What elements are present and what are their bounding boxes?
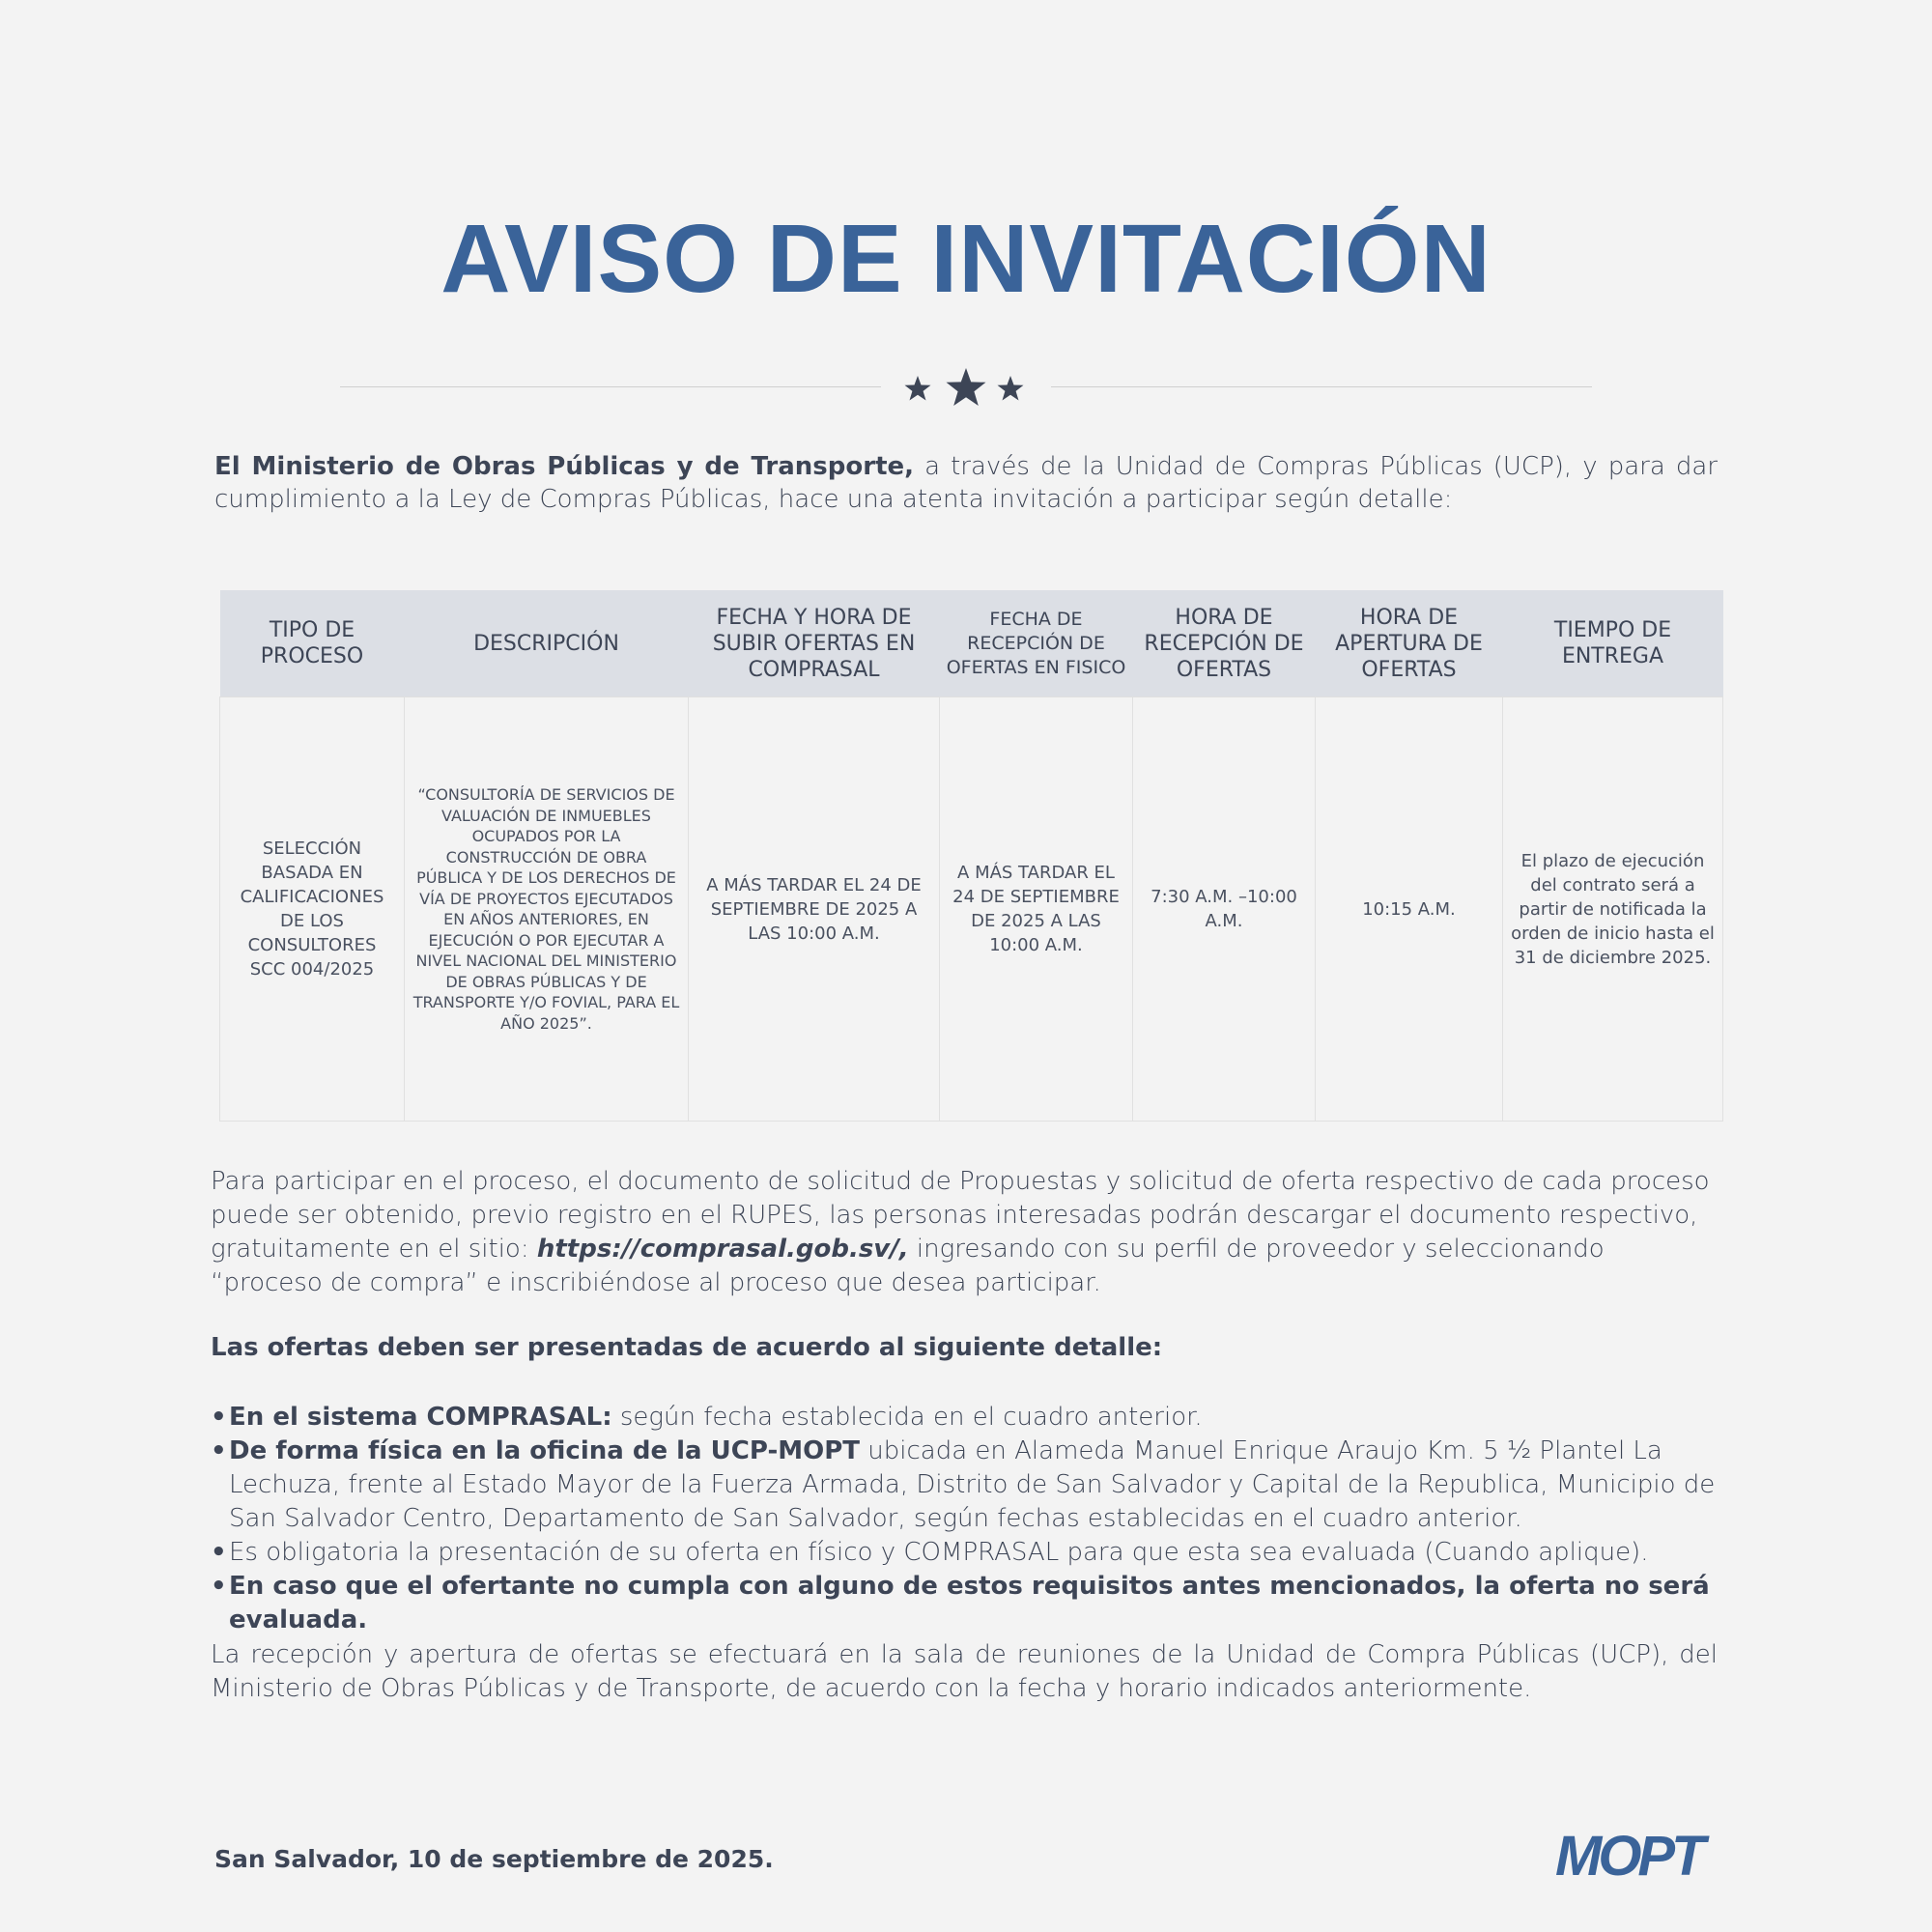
requirements-heading: Las ofertas deben ser presentadas de acuerdo al siguiente detalle: (211, 1333, 1163, 1362)
participate-text-1: Para participar en el proceso, el documento de solicitud de Propuestas y solicitud de oferta respectivo de cada proceso puede ser obtenido, previo registro en el RUPES, las personas interesadas podrán descargar el documento respectivo, gratuitamente en el sitio: (211, 1167, 1710, 1264)
stars-icon (898, 365, 1034, 413)
cell-fecha-comprasal: A MÁS TARDAR EL 24 DE SEPTIEMBRE DE 2025 A LAS 10:00 A.M. (689, 697, 940, 1122)
intro-paragraph (214, 450, 1718, 516)
mopt-logo: MOPT (1555, 1825, 1702, 1888)
req-1-bold: En el sistema COMPRASAL: (229, 1403, 612, 1432)
cell-fecha-fisico: A MÁS TARDAR EL 24 DE SEPTIEMBRE DE 2025 A LAS 10:00 A.M. (940, 697, 1133, 1122)
ministry-name: El Ministerio de Obras Públicas y de Transporte, (214, 452, 915, 481)
req-2-bold: De forma física en la oficina de la UCP-MOPT (229, 1436, 860, 1465)
participate-paragraph (211, 1165, 1718, 1300)
header-hora-apertura: HORA DE APERTURA DE OFERTAS (1316, 590, 1503, 697)
list-item (211, 1570, 1727, 1637)
divider-left (340, 386, 881, 387)
req-4-text: En caso que el ofertante no cumpla con alguno de estos requisitos antes mencionados, la oferta no será evaluada. (229, 1572, 1710, 1634)
cell-tipo-proceso: SELECCIÓN BASADA EN CALIFICACIONES DE LOS CONSULTORES SCC 004/2025 (220, 697, 405, 1122)
intro-text: a través de la Unidad de Compras Públicas (UCP), y para dar cumplimiento a la Ley de Compras Públicas, hace una atenta invitación a participar según detalle: (214, 452, 1718, 514)
header-descripcion: DESCRIPCIÓN (405, 590, 689, 697)
req-2-text: ubicada en Alameda Manuel Enrique Araujo Km. 5 ½ Plantel La Lechuza, frente al Estado Mayor de la Fuerza Armada, Distrito de San Salvador y Capital de la Republica, Municipio de San Salvador Centro, Departamento de San Salvador, según fechas establecidas en el cuadro anterior. (229, 1436, 1716, 1533)
header-fecha-fisico: FECHA DE RECEPCIÓN DE OFERTAS EN FISICO (940, 590, 1133, 697)
list-item (211, 1536, 1727, 1570)
participate-text-2: ingresando con su perfil de proveedor y seleccionando “proceso de compra” e inscribiéndose al proceso que desea participar. (211, 1235, 1605, 1297)
cell-hora-apertura: 10:15 A.M. (1316, 697, 1503, 1122)
requirements-list (211, 1401, 1727, 1637)
closing-paragraph: La recepción y apertura de ofertas se efectuará en la sala de reuniones de la Unidad de Compra Públicas (UCP), del Ministerio de Obras Públicas y de Transporte, de acuerdo con la fecha y horario indicados anteriormente. (211, 1640, 1718, 1703)
page-title: AVISO DE INVITACIÓN (440, 205, 1492, 313)
header-tipo-proceso: TIPO DE PROCESO (220, 590, 405, 697)
divider-right (1051, 386, 1592, 387)
req-1-text: según fecha establecida en el cuadro anterior. (611, 1403, 1203, 1432)
table-header-row (220, 590, 1723, 697)
footer-date: San Salvador, 10 de septiembre de 2025. (214, 1845, 774, 1873)
comprasal-link[interactable]: https://comprasal.gob.sv/, (536, 1235, 909, 1264)
req-3-text: Es obligatoria la presentación de su oferta en físico y COMPRASAL para que esta sea evaluada (Cuando aplique). (229, 1538, 1649, 1567)
header-hora-recepcion: HORA DE RECEPCIÓN DE OFERTAS (1133, 590, 1316, 697)
cell-tiempo-entrega: El plazo de ejecución del contrato será a partir de notificada la orden de inicio hasta el 31 de diciembre 2025. (1503, 697, 1723, 1122)
list-item (211, 1401, 1727, 1435)
process-table (219, 590, 1723, 1122)
header-fecha-comprasal: FECHA Y HORA DE SUBIR OFERTAS EN COMPRASAL (689, 590, 940, 697)
header-tiempo-entrega: TIEMPO DE ENTREGA (1503, 590, 1723, 697)
table-row (220, 697, 1723, 1122)
list-item (211, 1435, 1727, 1536)
cell-descripcion: “CONSULTORÍA DE SERVICIOS DE VALUACIÓN DE INMUEBLES OCUPADOS POR LA CONSTRUCCIÓN DE OBRA PÚBLICA Y DE LOS DERECHOS DE VÍA DE PROYECTOS EJECUTADOS EN AÑOS ANTERIORES, EN EJECUCIÓN O POR EJECUTAR A NIVEL NACIONAL DEL MINISTERIO DE OBRAS PÚBLICAS Y DE TRANSPORTE Y/O FOVIAL, PARA EL AÑO 2025”. (405, 697, 689, 1122)
cell-hora-recepcion: 7:30 A.M. –10:00 A.M. (1133, 697, 1316, 1122)
